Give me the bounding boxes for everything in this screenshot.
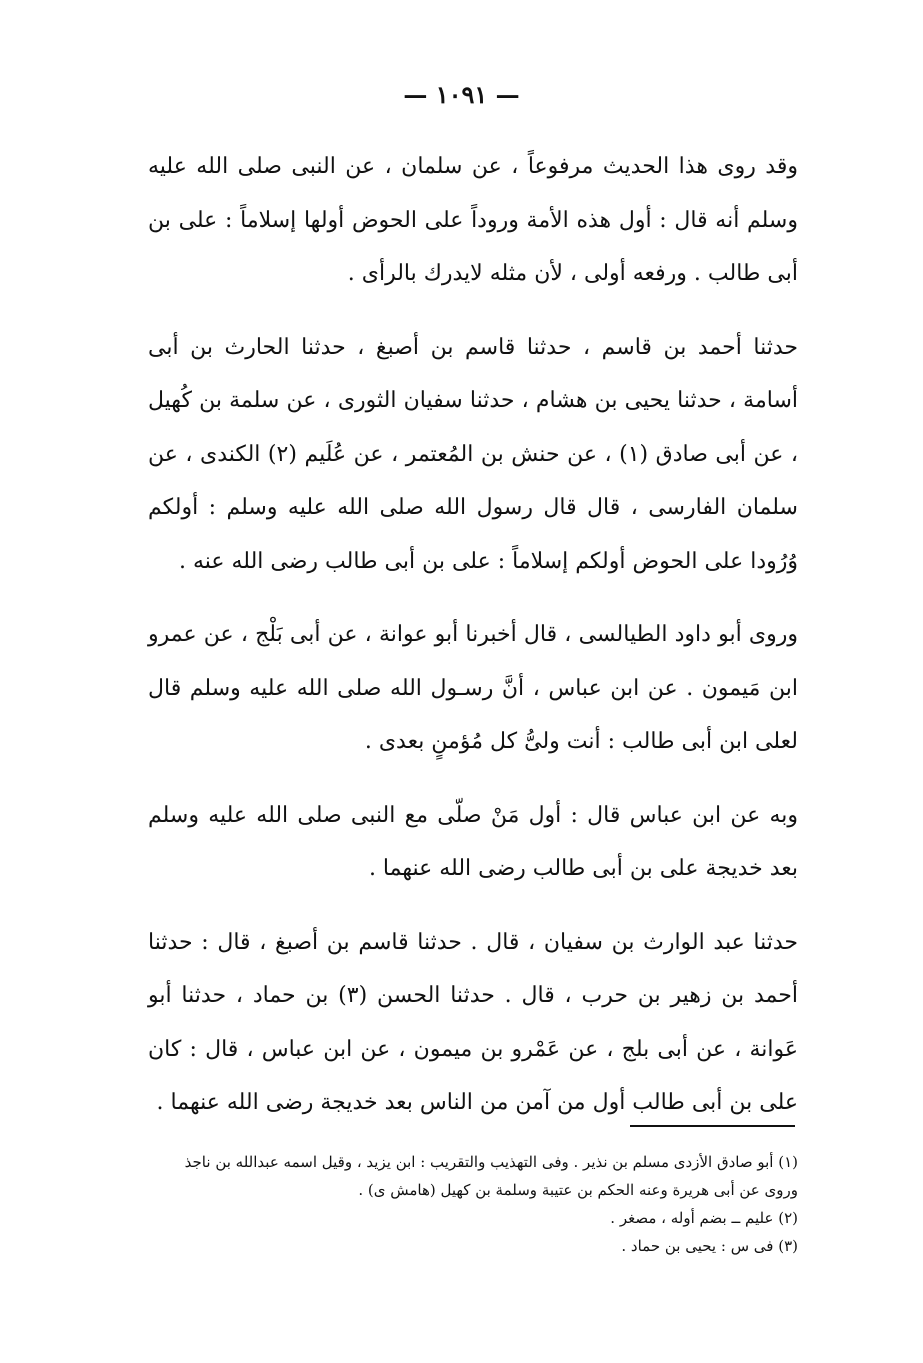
footnote-2: (٢) عليم ــ بضم أوله ، مصغر . [610, 1209, 798, 1227]
page-number: — ١٠٩١ — [403, 80, 520, 109]
footnote-3: (٣) فى س : يحيى بن حماد . [621, 1237, 798, 1255]
paragraph-3: وروى أبو داود الطيالسى ، قال أخبرنا أبو عوانة ، عن أبى بَلْج ، عن عمرو ابن مَيمون . عن ابن عباس ، أنَّ رسـول الله صلى الله عليه وسلم قال لعلى ابن أبى طالب : أنت ولىُّ كل مُؤمنٍ بعدى . [148, 622, 798, 754]
footnote-1: (١) أبو صادق الأزدى مسلم بن نذير . وفى التهذيب والتقريب : ابن يزيد ، وقيل اسمه عبدالله بن ناجذ وروى عن أبى هريرة وعنه الحكم بن عتيبة وسلمة بن كهيل (هامش ى) . [184, 1153, 798, 1199]
footnote-divider [630, 1125, 795, 1127]
paragraph-2: حدثنا أحمد بن قاسم ، حدثنا قاسم بن أصبغ ، حدثنا الحارث بن أبى أسامة ، حدثنا يحيى بن هشام ، حدثنا سفيان الثورى ، عن سلمة بن كُهيل ، عن أبى صادق (١) ، عن حنش بن المُعتمر ، عن عُلَيم (٢) الكندى ، عن سلمان الفارسى ، قال قال رسول الله صلى الله عليه وسلم : أولكم وُرُودا على الحوض أولكم إسلاماً : على بن أبى طالب رضى الله عنه . [148, 334, 798, 574]
footnotes [148, 1148, 798, 1260]
paragraph-1: وقد روى هذا الحديث مرفوعاً ، عن سلمان ، عن النبى صلى الله عليه وسلم أنه قال : أول هذه الأمة وروداً على الحوض أولها إسلاماً : على بن أبى طالب . ورفعه أولى ، لأن مثله لايدرك بالرأى . [148, 154, 798, 286]
paragraph-5: حدثنا عبد الوارث بن سفيان ، قال . حدثنا قاسم بن أصبغ ، قال : حدثنا أحمد بن زهير بن حرب ، قال . حدثنا الحسن (٣) بن حماد ، حدثنا أبو عَوانة ، عن أبى بلج ، عن عَمْرو بن ميمون ، عن ابن عباس ، قال : كان على بن أبى طالب أول من آمن من الناس بعد خديجة رضى الله عنهما . [148, 929, 798, 1115]
paragraph-4: وبه عن ابن عباس قال : أول مَنْ صلّى مع النبى صلى الله عليه وسلم بعد خديجة على بن أبى طالب رضى الله عنهما . [148, 802, 798, 881]
main-text [148, 140, 798, 1150]
